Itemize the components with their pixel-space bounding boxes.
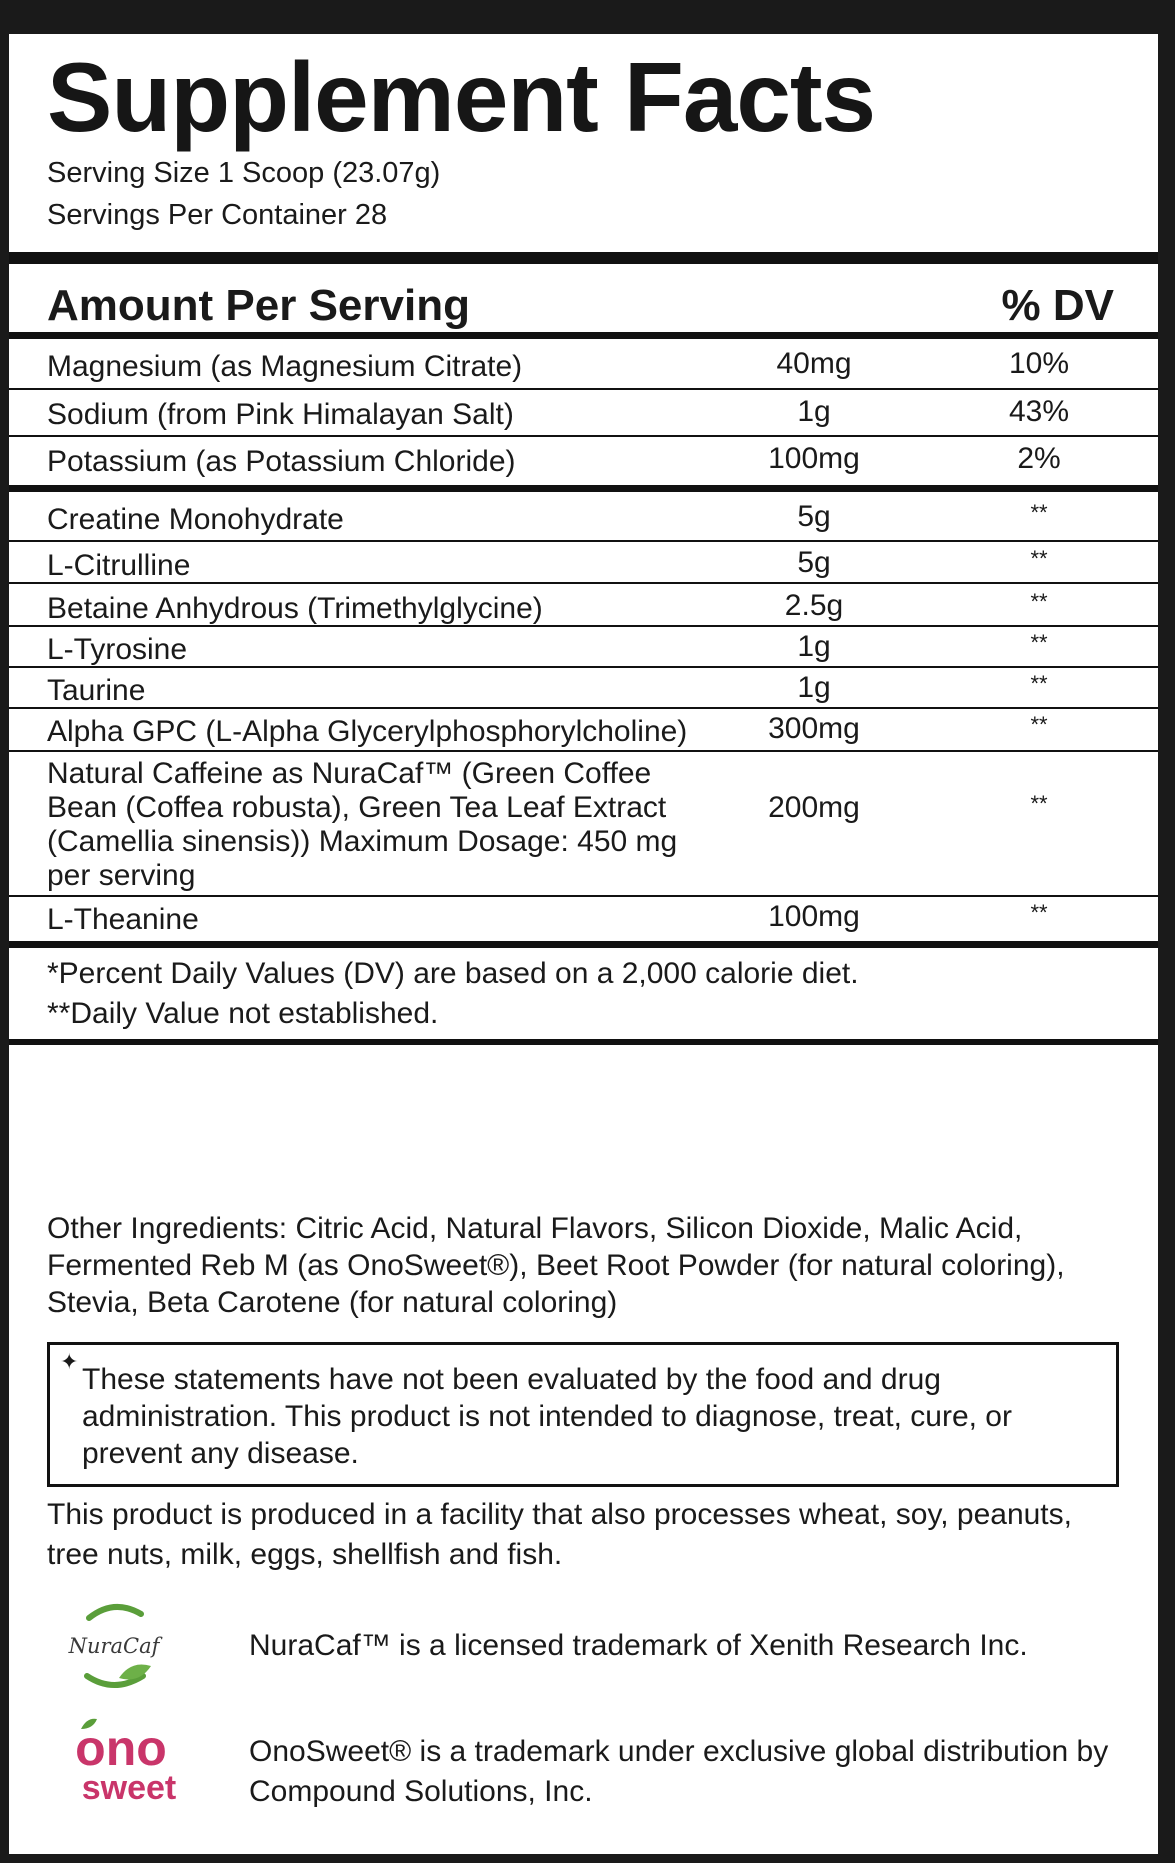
nutrient-dv: 43%: [1008, 395, 1070, 428]
supplement-facts-label: [9, 34, 1158, 1854]
ingredient-amount: 1g: [797, 630, 831, 663]
ingredient-dv: **: [1030, 712, 1048, 737]
nutrient-name: Sodium (from Pink Himalayan Salt): [47, 398, 514, 431]
ingredient-name: L-Tyrosine: [47, 633, 188, 666]
dv-header: % DV: [1001, 281, 1114, 330]
row-divider: [9, 435, 1158, 437]
nutrient-name: Potassium (as Potassium Chloride): [47, 445, 516, 478]
ingredient-dv: **: [1030, 500, 1048, 525]
other-ingredients: Other Ingredients: Citric Acid, Natural Flavors, Silicon Dioxide, Malic Acid, Fermented Reb M (as OnoSweet®), Beet Root Powder (for natural coloring), Stevia, Beta Carotene (for natural coloring): [47, 1212, 1065, 1320]
leaf-icon: [119, 1665, 151, 1680]
allergen-statement: This product is produced in a facility that also processes wheat, soy, peanuts, tree nuts, milk, eggs, shellfish and fish.: [47, 1498, 1072, 1571]
thick-divider: [9, 252, 1158, 264]
ingredient-name: Alpha GPC (L-Alpha Glycerylphosphorylcholine): [47, 715, 688, 748]
nutrient-amount: 100mg: [768, 442, 860, 475]
ingredient-name: Natural Caffeine as NuraCaf™ (Green Coffee Bean (Coffea robusta), Green Tea Leaf Extract (Camellia sinensis)) Maximum Dosage: 450 mg per serving: [47, 757, 678, 892]
nutrient-dv: 2%: [1017, 442, 1061, 475]
nutrient-name: Magnesium (as Magnesium Citrate): [47, 350, 523, 383]
ingredient-dv: **: [1030, 671, 1048, 696]
ingredient-name: L-Citrulline: [47, 549, 191, 582]
logo-arc-top: [89, 1607, 141, 1618]
section-divider: [9, 941, 1158, 948]
ingredient-dv: **: [1030, 589, 1048, 614]
serving-size: Serving Size 1 Scoop (23.07g): [47, 157, 441, 189]
nuracaf-trademark: NuraCaf™ is a licensed trademark of Xenith Research Inc.: [249, 1629, 1028, 1662]
ingredient-dv: **: [1030, 630, 1048, 655]
nuracaf-logo-text: NuraCaf: [68, 1634, 160, 1658]
onosweet-logo-top: ono: [75, 1720, 167, 1776]
nutrient-dv: 10%: [1008, 347, 1070, 380]
disclaimer-text: These statements have not been evaluated by the food and drug administration. This product is not intended to diagnose, treat, cure, or prevent any disease.: [82, 1363, 1012, 1471]
ingredient-amount: 5g: [797, 500, 831, 533]
ingredient-amount: 2.5g: [784, 589, 844, 622]
row-divider: [9, 750, 1158, 752]
row-divider: [9, 388, 1158, 390]
onosweet-logo: [39, 1709, 209, 1809]
ingredient-amount: 200mg: [768, 791, 860, 824]
section-divider: [9, 485, 1158, 492]
dv-footnote: *Percent Daily Values (DV) are based on a 2,000 calorie diet.: [47, 957, 859, 990]
section-divider: [9, 1039, 1158, 1045]
ingredient-name: Taurine: [47, 674, 146, 707]
row-divider: [9, 707, 1158, 709]
amount-per-serving-header: Amount Per Serving: [47, 281, 470, 330]
onosweet-trademark: OnoSweet® is a trademark under exclusive global distribution by Compound Solutions, Inc.: [249, 1735, 1109, 1808]
row-divider: [9, 666, 1158, 668]
row-divider: [9, 895, 1158, 897]
nutrient-amount: 40mg: [776, 347, 852, 380]
ingredient-amount: 100mg: [768, 900, 860, 933]
not-established-footnote: **Daily Value not established.: [47, 997, 439, 1030]
ingredient-dv: **: [1030, 791, 1048, 816]
cross-icon: ✦: [60, 1349, 79, 1374]
nuracaf-logo: [59, 1596, 169, 1696]
onosweet-logo-bottom: sweet: [81, 1769, 177, 1807]
ingredient-name: Creatine Monohydrate: [47, 503, 344, 536]
ingredient-dv: **: [1030, 900, 1048, 925]
table-row: [9, 757, 1158, 892]
servings-per-container: Servings Per Container 28: [47, 199, 388, 231]
row-divider: [9, 625, 1158, 627]
row-divider: [9, 540, 1158, 542]
page-title: Supplement Facts: [47, 42, 876, 152]
ingredient-dv: **: [1030, 546, 1048, 571]
header-divider: [9, 332, 1158, 339]
ingredient-amount: 5g: [797, 546, 831, 579]
ingredient-amount: 1g: [797, 671, 831, 704]
fda-disclaimer-box: [47, 1342, 1119, 1487]
ingredient-name: Betaine Anhydrous (Trimethylglycine): [47, 592, 543, 625]
ingredient-amount: 300mg: [768, 712, 860, 745]
row-divider: [9, 582, 1158, 584]
ingredient-name: L-Theanine: [47, 903, 199, 936]
nutrient-amount: 1g: [797, 395, 831, 428]
